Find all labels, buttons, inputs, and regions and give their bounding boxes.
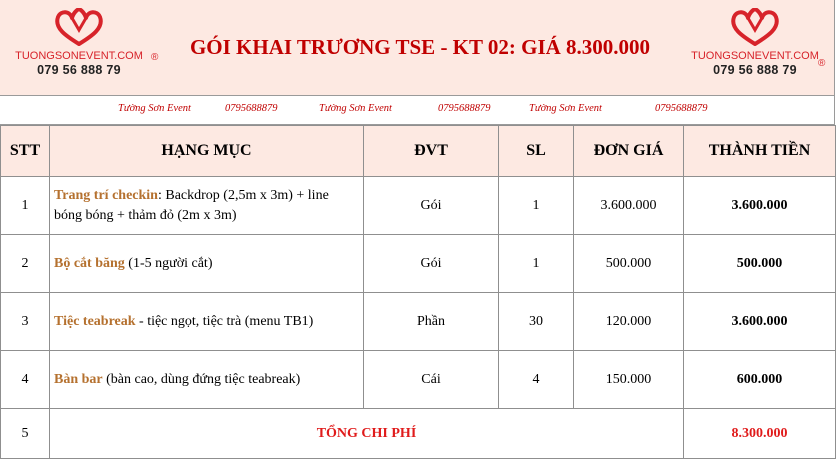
logo-phone: 079 56 888 79 bbox=[37, 63, 121, 77]
item-desc: - tiệc ngọt, tiệc trà (menu TB1) bbox=[135, 313, 314, 329]
contact-line bbox=[0, 96, 835, 125]
price-table bbox=[0, 125, 836, 459]
row-qty: 1 bbox=[499, 235, 574, 293]
header-band bbox=[0, 0, 835, 96]
logo-text: TUONGSONEVENT.COM bbox=[691, 50, 819, 62]
table-row bbox=[1, 235, 836, 293]
row-stt: 1 bbox=[1, 177, 50, 235]
row-price: 3.600.000 bbox=[574, 177, 684, 235]
row-unit: Cái bbox=[364, 351, 499, 409]
registered-mark: ® bbox=[818, 58, 826, 69]
brand-logo-right bbox=[680, 8, 830, 77]
row-unit: Gói bbox=[364, 235, 499, 293]
row-total: 3.600.000 bbox=[684, 177, 836, 235]
item-name: Bàn bar bbox=[54, 371, 103, 387]
row-stt: 3 bbox=[1, 293, 50, 351]
item-desc: (1-5 người cắt) bbox=[124, 255, 213, 271]
row-stt: 4 bbox=[1, 351, 50, 409]
item-name: Bộ cắt băng bbox=[54, 255, 125, 271]
row-unit: Gói bbox=[364, 177, 499, 235]
table-row bbox=[1, 293, 836, 351]
contact-phone: 0795688879 bbox=[655, 103, 708, 114]
column-header-total: THÀNH TIỀN bbox=[684, 126, 836, 177]
row-total: 600.000 bbox=[684, 351, 836, 409]
row-qty: 1 bbox=[499, 177, 574, 235]
item-name: Trang trí checkin bbox=[54, 187, 158, 203]
row-item bbox=[50, 177, 364, 235]
row-item bbox=[50, 293, 364, 351]
page-title: GÓI KHAI TRƯƠNG TSE - KT 02: GIÁ 8.300.000 bbox=[189, 35, 651, 59]
row-price: 500.000 bbox=[574, 235, 684, 293]
item-name: Tiệc teabreak bbox=[54, 313, 136, 329]
column-header-unit: ĐVT bbox=[364, 126, 499, 177]
column-header-item: HẠNG MỤC bbox=[50, 126, 364, 177]
column-header-stt: STT bbox=[1, 126, 50, 177]
row-total: 500.000 bbox=[684, 235, 836, 293]
logo-icon bbox=[48, 8, 110, 48]
total-value: 8.300.000 bbox=[684, 409, 836, 459]
row-price: 120.000 bbox=[574, 293, 684, 351]
contact-name: Tường Sơn Event bbox=[319, 103, 392, 114]
logo-phone: 079 56 888 79 bbox=[713, 63, 797, 77]
logo-icon bbox=[724, 8, 786, 48]
table-row bbox=[1, 351, 836, 409]
row-unit: Phần bbox=[364, 293, 499, 351]
total-row bbox=[1, 409, 836, 459]
table-row bbox=[1, 177, 836, 235]
contact-name: Tường Sơn Event bbox=[118, 103, 191, 114]
column-header-qty: SL bbox=[499, 126, 574, 177]
brand-logo-left bbox=[4, 8, 154, 77]
total-stt: 5 bbox=[1, 409, 50, 459]
contact-name: Tường Sơn Event bbox=[529, 103, 602, 114]
row-item bbox=[50, 235, 364, 293]
item-desc: : Backdrop (2,5m x 3m) + line bóng bóng + thảm đỏ (2m x 3m) bbox=[54, 187, 329, 223]
column-header-price: ĐƠN GIÁ bbox=[574, 126, 684, 177]
row-total: 3.600.000 bbox=[684, 293, 836, 351]
total-label: TỔNG CHI PHÍ bbox=[50, 409, 684, 459]
table-header-row bbox=[1, 126, 836, 177]
row-qty: 30 bbox=[499, 293, 574, 351]
contact-phone: 0795688879 bbox=[225, 103, 278, 114]
item-desc: (bàn cao, dùng đứng tiệc teabreak) bbox=[102, 371, 301, 387]
row-item bbox=[50, 351, 364, 409]
logo-text: TUONGSONEVENT.COM bbox=[15, 50, 143, 62]
contact-phone: 0795688879 bbox=[438, 103, 491, 114]
row-qty: 4 bbox=[499, 351, 574, 409]
row-price: 150.000 bbox=[574, 351, 684, 409]
row-stt: 2 bbox=[1, 235, 50, 293]
registered-mark: ® bbox=[151, 52, 159, 63]
